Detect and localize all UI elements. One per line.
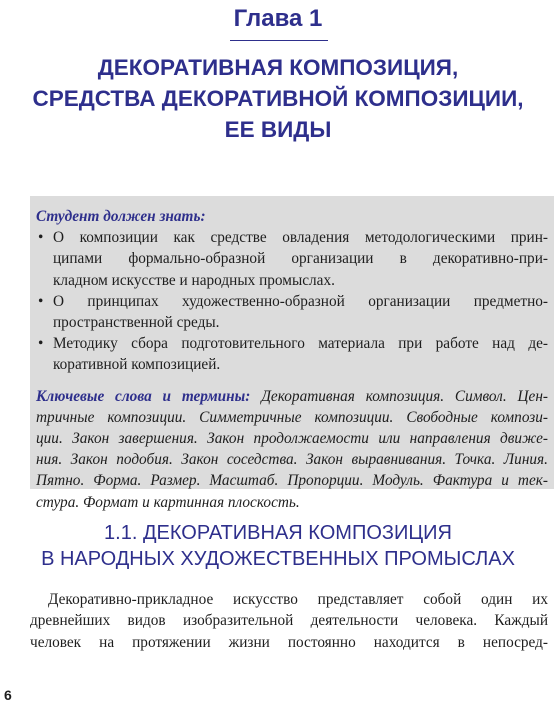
learning-goals-heading: Студент должен знать: (36, 208, 206, 225)
list-item-line: ципами формально-образной организации в декоративно-при- (53, 250, 548, 268)
list-item-line: • О композиции как средстве овладения методологическими прин- (53, 229, 548, 247)
body-line: человек на протяжении жизни постоянно находится в непосред- (30, 633, 548, 651)
chapter-title-line: ДЕКОРАТИВНАЯ КОМПОЗИЦИЯ, (97, 55, 459, 80)
list-item-line: кладном искусстве и народных промыслах. (53, 271, 335, 289)
list-item-line: пространственной среды. (53, 314, 220, 332)
page-number: 6 (4, 687, 12, 703)
list-item-line: • О принципах художественно-образной организации предметно- (53, 292, 548, 310)
list-item (36, 291, 548, 333)
keywords-paragraph (36, 386, 548, 513)
keywords-line: стура. Формат и картинная плоскость. (36, 493, 300, 511)
keywords-line: тричные композиции. Симметричные композиции. Свободные компози- (36, 408, 548, 426)
keywords-line: ния. Закон подобия. Закон соседства. Закон выравнивания. Точка. Линия. (36, 451, 548, 469)
section-title (0, 520, 556, 572)
chapter-label: Глава 1 (233, 5, 323, 32)
list-item (36, 227, 548, 291)
keywords-text: Декоративная композиция. Символ. Цен- (250, 387, 548, 405)
list-item-line: коративной композицией. (53, 356, 221, 374)
body-line: древнейших видов изобразительной деятельности человека. Каждый (30, 612, 548, 630)
learning-goals-content (36, 206, 548, 513)
list-item (36, 333, 548, 375)
keywords-line (36, 386, 548, 407)
keywords-line: Пятно. Форма. Размер. Масштаб. Пропорции. Модуль. Фактура и тек- (36, 472, 548, 490)
keywords-label: Ключевые слова и термины: (36, 387, 251, 405)
section-title-line: 1.1. ДЕКОРАТИВНАЯ КОМПОЗИЦИЯ (104, 522, 452, 544)
section-title-line: В НАРОДНЫХ ХУДОЖЕСТВЕННЫХ ПРОМЫСЛАХ (41, 548, 515, 570)
body-line: Декоративно-прикладное искусство представляет собой один их (48, 591, 548, 608)
body-paragraph (30, 589, 548, 653)
learning-goals-list (36, 227, 548, 375)
chapter-title (0, 52, 556, 145)
list-item-line: • Методику сбора подготовительного материала при работе над де- (53, 335, 548, 353)
chapter-divider (230, 40, 328, 41)
chapter-title-line: ЕЕ ВИДЫ (224, 117, 332, 142)
keywords-line: ции. Закон завершения. Закон продолжаемости или направления движе- (36, 430, 548, 448)
chapter-title-line: СРЕДСТВА ДЕКОРАТИВНОЙ КОМПОЗИЦИИ, (32, 86, 524, 111)
